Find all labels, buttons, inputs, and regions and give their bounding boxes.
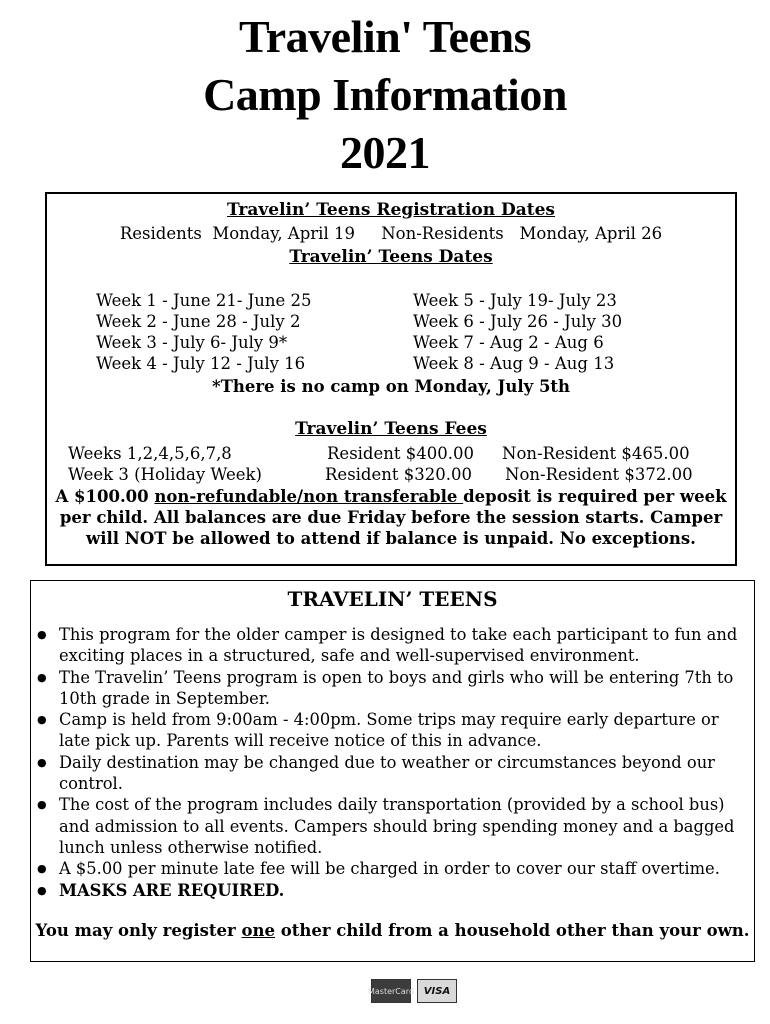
week-3: Week 3 - July 6- July 9* (96, 333, 288, 352)
week-6: Week 6 - July 26 - July 30 (413, 312, 623, 331)
deposit-rule: deposit is required per week (463, 487, 727, 506)
page-title (0, 8, 770, 182)
deposit-line-3: will NOT be allowed to attend if balance is unpaid. No exceptions. (86, 529, 696, 548)
registration-info-box (45, 192, 737, 566)
no-camp-note: *There is no camp on Monday, July 5th (211, 377, 571, 396)
fee-row-1-nonresident: Non-Resident $465.00 (502, 444, 690, 463)
list-item: ● This program for the older camper is designed to take each participant to fun and exciting places in a structured, safe and well-supervised environment. (37, 625, 738, 666)
week-5: Week 5 - July 19- July 23 (413, 291, 617, 310)
fee-row-1-weeks: Weeks 1,2,4,5,6,7,8 (68, 444, 232, 463)
list-item: ● Daily destination may be changed due to weather or circumstances beyond our control. (37, 752, 715, 794)
fee-row-2-nonresident: Non-Resident $372.00 (505, 465, 693, 484)
week-1: Week 1 - June 21- June 25 (96, 291, 312, 310)
bullet-icon: ● (37, 755, 47, 769)
bullet-icon: ● (37, 862, 47, 876)
registration-heading: Travelin’ Teens Registration Dates (227, 200, 555, 220)
fees-heading: Travelin’ Teens Fees (295, 419, 487, 439)
title-line-3: 2021 (340, 127, 430, 178)
bullet-icon: ● (37, 628, 47, 641)
program-info-box (30, 580, 755, 962)
title-line-1: Travelin' Teens (239, 11, 531, 62)
fee-row-2-resident: Resident $320.00 (325, 465, 472, 484)
week-8: Week 8 - Aug 9 - Aug 13 (413, 354, 615, 373)
deposit-line-2: per child. All balances are due Friday before the session starts. Camper (59, 508, 723, 527)
bullet-icon: ● (37, 883, 47, 897)
fee-row-1-resident: Resident $400.00 (327, 444, 474, 463)
week-2: Week 2 - June 28 - July 2 (96, 312, 301, 331)
week-7: Week 7 - Aug 2 - Aug 6 (413, 333, 604, 352)
list-item: ● Camp is held from 9:00am - 4:00pm. Some trips may require early departure or late pick up. Parents will receive notice of this in advance. (37, 710, 719, 751)
deposit-line-1 (47, 486, 735, 507)
program-heading: TRAVELIN’ TEENS (287, 587, 498, 611)
list-item: ● The cost of the program includes daily transportation (provided by a school bus) and admission to all events. Campers should bring spending money and a bagged lunch unless otherwise notified. (37, 795, 735, 857)
deposit-terms: non-refundable/non transferable (154, 487, 464, 506)
list-item: ● A $5.00 per minute late fee will be charged in order to cover our staff overtime. (37, 859, 720, 879)
bullet-icon: ● (37, 670, 47, 684)
visa-logo-icon: VISA (417, 979, 457, 1003)
registration-dates-line: Residents Monday, April 19 Non-Residents Monday, April 26 (119, 224, 663, 243)
title-line-2: Camp Information (203, 69, 567, 120)
mastercard-logo-icon: MasterCard (371, 979, 411, 1003)
list-item: ● The Travelin’ Teens program is open to boys and girls who will be entering 7th to 10th grade in September. (37, 667, 734, 708)
bullet-icon: ● (37, 713, 47, 727)
registration-limit-note: You may only register one other child from a household other than your own. (35, 921, 750, 940)
camp-dates-heading: Travelin’ Teens Dates (289, 247, 493, 267)
bullet-icon: ● (37, 798, 47, 812)
list-item: ● MASKS ARE REQUIRED. (37, 880, 285, 900)
fee-row-2-weeks: Week 3 (Holiday Week) (68, 465, 262, 484)
week-4: Week 4 - July 12 - July 16 (96, 354, 306, 373)
program-bullet-list (37, 624, 751, 901)
payment-cards (367, 979, 457, 1003)
deposit-amount: A $100.00 (55, 487, 155, 506)
